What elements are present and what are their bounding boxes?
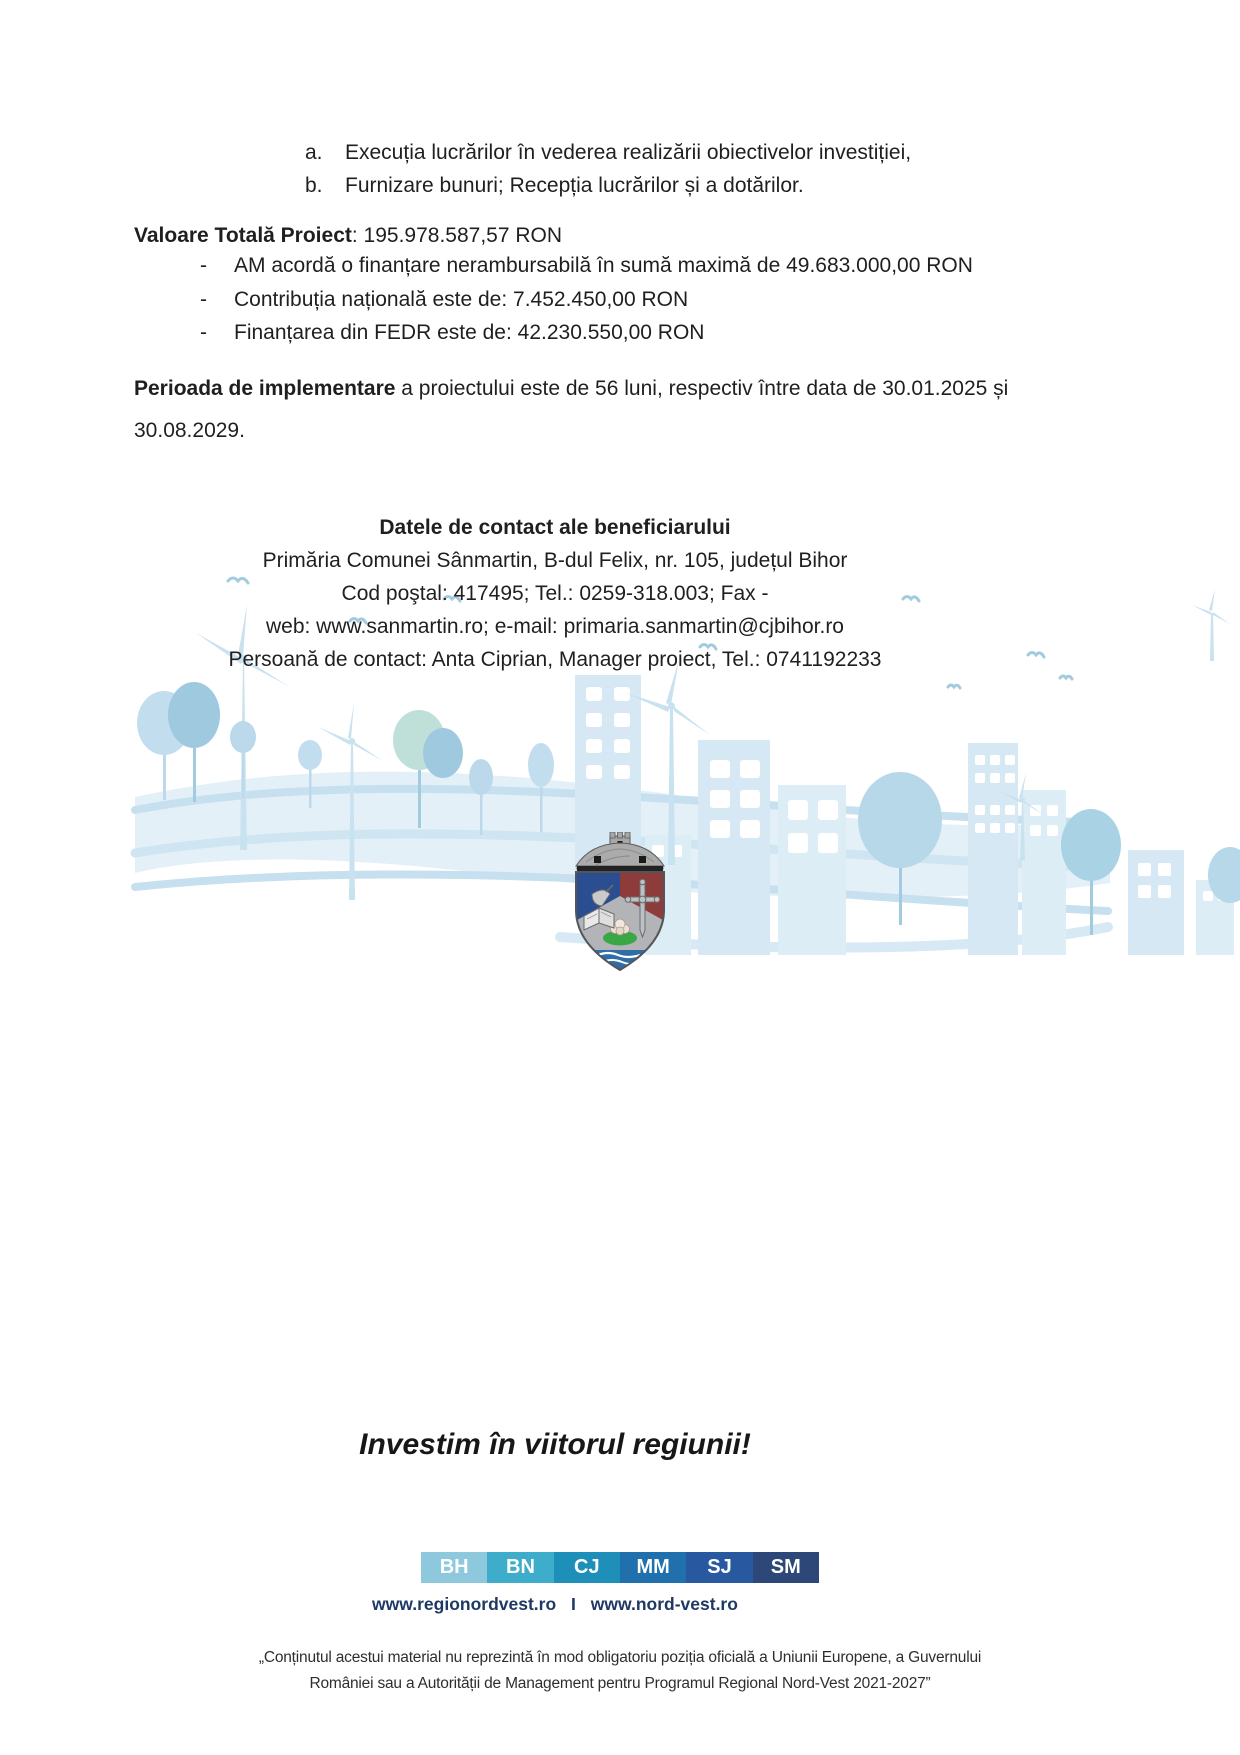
county-segment-sm: SM — [753, 1552, 819, 1583]
website-nordvest-link[interactable]: www.nord-vest.ro — [590, 1594, 738, 1614]
list-marker: - — [200, 321, 207, 344]
period-text: a proiectului este de 56 luni, respectiv între data de 30.01.2025 și 30.08.2029. — [134, 377, 1009, 442]
slogan: Investim în viitorul regiunii! — [359, 1428, 751, 1461]
contact-line-person: Persoană de contact: Anta Ciprian, Manager proiect, Tel.: 0741192233 — [228, 648, 882, 671]
mural-crown-icon — [576, 832, 664, 872]
funding-item-text: Finanțarea din FEDR este de: 42.230.550,00 RON — [234, 321, 705, 344]
beneficiary-contact — [135, 511, 975, 676]
county-segment-bn: BN — [487, 1552, 553, 1583]
county-segment-mm: MM — [620, 1552, 686, 1583]
list-item — [200, 249, 973, 283]
total-value-label: Valoare Totală Proiect — [134, 224, 352, 247]
program-websites — [135, 1594, 975, 1615]
list-item-text: Execuția lucrărilor în vederea realizării obiectivelor investiției, — [345, 141, 912, 164]
works-list — [305, 136, 911, 202]
website-separator: I — [571, 1594, 576, 1614]
list-marker: b. — [305, 174, 323, 197]
county-segment-sj: SJ — [686, 1552, 752, 1583]
list-marker: - — [200, 287, 207, 311]
county-segment-cj: CJ — [554, 1552, 620, 1583]
list-marker: - — [200, 254, 207, 277]
disclaimer-line: României sau a Autorității de Management pentru Programul Regional Nord-Vest 2021-2027” — [309, 1675, 931, 1692]
county-segment-bh: BH — [421, 1552, 487, 1583]
contact-line-phone: Cod poştal: 417495; Tel.: 0259-318.003; Fax - — [341, 582, 769, 605]
list-item-text: Furnizare bunuri; Recepția lucrărilor și a dotărilor. — [345, 174, 804, 197]
sanmartin-coat-of-arms — [572, 832, 668, 972]
website-regionordvest-link[interactable]: www.regionordvest.ro — [372, 1594, 557, 1614]
contact-line-address: Primăria Comunei Sânmartin, B-dul Felix, nr. 105, județul Bihor — [262, 549, 848, 572]
implementation-period — [134, 368, 1124, 452]
contact-title: Datele de contact ale beneficiarului — [379, 516, 731, 539]
funding-item-text: AM acordă o finanțare nerambursabilă în sumă maximă de 49.683.000,00 RON — [234, 254, 973, 277]
total-value-amount: : 195.978.587,57 RON — [351, 224, 563, 247]
disclaimer — [120, 1645, 1120, 1697]
list-item — [200, 316, 973, 350]
funding-list — [200, 249, 973, 350]
county-bar — [421, 1552, 819, 1583]
total-value-line — [134, 221, 562, 251]
funding-item-text: Contribuția națională este de: 7.452.450,00 RON — [234, 287, 689, 311]
list-item — [305, 169, 911, 202]
list-marker: a. — [305, 141, 323, 164]
contact-line-web-email: web: www.sanmartin.ro; e-mail: primaria.sanmartin@cjbihor.ro — [265, 615, 844, 638]
list-item — [305, 136, 911, 169]
list-item — [200, 283, 973, 317]
period-label: Perioada de implementare — [134, 377, 396, 400]
disclaimer-line: „Conținutul acestui material nu reprezintă în mod obligatoriu poziția oficială a Uniunii Europene, a Guvernului — [258, 1649, 982, 1666]
